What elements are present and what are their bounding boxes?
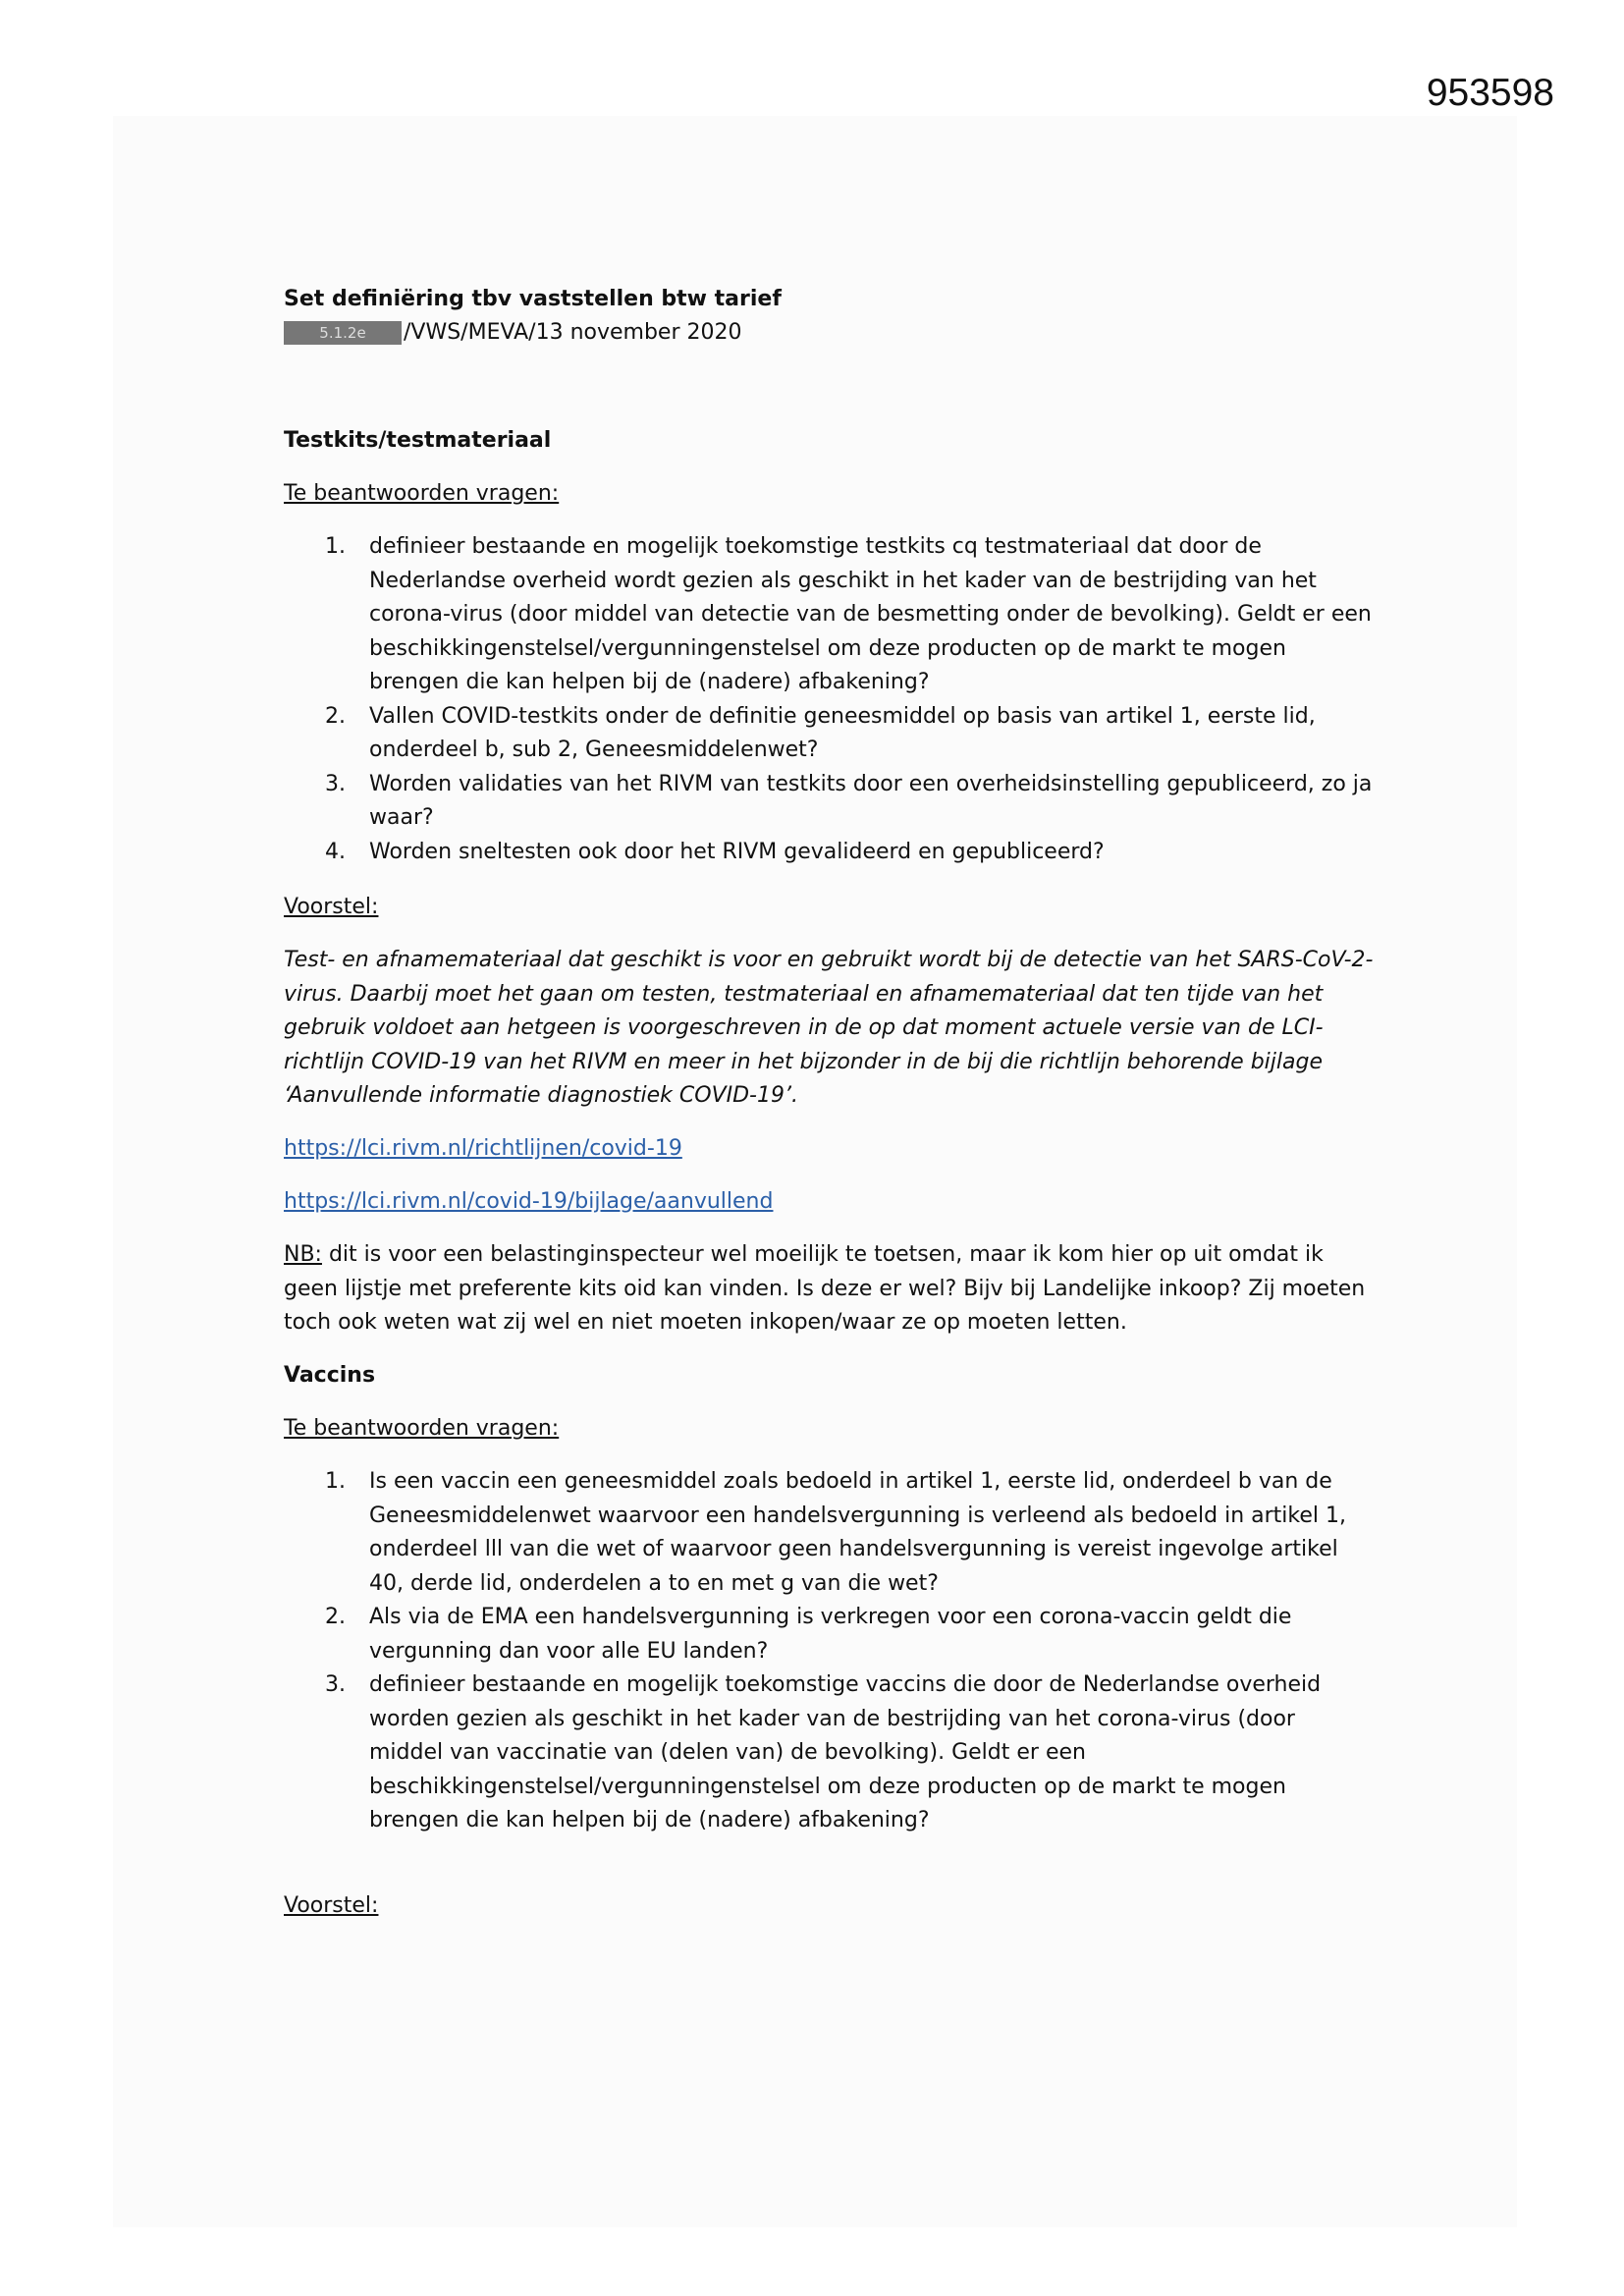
link-row-2 <box>284 1185 1374 1220</box>
link-row-1 <box>284 1132 1374 1167</box>
document-title: Set definiëring tbv vaststellen btw tarief <box>284 287 782 311</box>
list-item-text: definieer bestaande en mogelijk toekomstige testkits cq testmateriaal dat door de Nederlandse overheid wordt gezien als geschikt in het kader van de bestrijding van het corona-virus (door middel van detectie van de besmetting onder de bevolking). Geldt er een beschikkingenstelsel/vergunningenstelsel om deze producten op de markt te mogen brengen die kan helpen bij de (nadere) afbakening? <box>369 534 1372 694</box>
nb-note <box>284 1238 1374 1340</box>
list-item-text: Worden sneltesten ook door het RIVM gevalideerd en gepubliceerd? <box>369 839 1105 864</box>
rivm-guideline-link[interactable]: https://lci.rivm.nl/richtlijnen/covid-19 <box>284 1136 682 1161</box>
list-item <box>284 1668 1374 1838</box>
list-number: 3. <box>325 1672 346 1697</box>
list-item-text: definieer bestaande en mogelijk toekomstige vaccins die door de Nederlandse overheid worden gezien als geschikt in het kader van de bestrijding van het corona-virus (door middel van vaccinatie van (delen van) de bevolking). Geldt er een beschikkingenstelsel/vergunningenstelsel om deze producten op de markt te mogen brengen die kan helpen bij de (nadere) afbakening? <box>369 1672 1322 1832</box>
section-heading-testkits: Testkits/testmateriaal <box>284 428 552 453</box>
list-item <box>284 530 1374 700</box>
list-item <box>284 836 1374 870</box>
list-item-text: Als via de EMA een handelsvergunning is verkregen voor een corona-vaccin geldt die vergunning dan voor alle EU landen? <box>369 1605 1292 1664</box>
questions-label-vaccins: Te beantwoorden vragen: <box>284 1416 560 1441</box>
list-item <box>284 768 1374 836</box>
list-number: 2. <box>325 1605 346 1629</box>
reference-line <box>284 316 1374 351</box>
list-item-text: Worden validaties van het RIVM van testkits door een overheidsinstelling gepubliceerd, zo ja waar? <box>369 771 1373 830</box>
questions-label-testkits: Te beantwoorden vragen: <box>284 481 560 506</box>
list-number: 1. <box>325 534 346 559</box>
proposal-label-vaccins: Voorstel: <box>284 1893 379 1918</box>
list-item-text: Vallen COVID-testkits onder de definitie geneesmiddel op basis van artikel 1, eerste lid, onderdeel b, sub 2, Geneesmiddelenwet? <box>369 703 1316 762</box>
list-item <box>284 1601 1374 1668</box>
list-item <box>284 1465 1374 1601</box>
proposal-label-testkits: Voorstel: <box>284 895 379 919</box>
redaction-box: 5.1.2e <box>284 321 402 345</box>
list-item <box>284 700 1374 768</box>
reference-text: /VWS/MEVA/13 november 2020 <box>404 320 742 345</box>
document-number: 953598 <box>1426 72 1554 114</box>
list-number: 1. <box>325 1469 346 1494</box>
section-heading-vaccins: Vaccins <box>284 1363 376 1388</box>
questions-list-vaccins <box>284 1465 1374 1838</box>
nb-label: NB: <box>284 1242 322 1267</box>
questions-list-testkits <box>284 530 1374 869</box>
list-item-text: Is een vaccin een geneesmiddel zoals bedoeld in artikel 1, eerste lid, onderdeel b van de Geneesmiddelenwet waarvoor een handelsvergunning is verleend als bedoeld in artikel 1, onderdeel lll van die wet of waarvoor geen handelsvergunning is vereist ingevolge artikel 40, derde lid, onderdelen a to en met g van die wet? <box>369 1469 1346 1596</box>
proposal-text-testkits: Test- en afnamemateriaal dat geschikt is voor en gebruikt wordt bij de detectie van het SARS-CoV-2-virus. Daarbij moet het gaan om testen, testmateriaal en afnamemateriaal dat ten tijde van het gebruik voldoet aan hetgeen is voorgeschreven in de op dat moment actuele versie van de LCI-richtlijn COVID-19 van het RIVM en meer in het bijzonder in de bij die richtlijn behorende bijlage ‘Aanvullende informatie diagnostiek COVID-19’. <box>284 948 1374 1108</box>
nb-text: dit is voor een belastinginspecteur wel moeilijk te toetsen, maar ik kom hier op uit omdat ik geen lijstje met preferente kits oid kan vinden. Is deze er wel? Bijv bij Landelijke inkoop? Zij moeten toch ook weten wat zij wel en niet moeten inkopen/waar ze op moeten letten. <box>284 1242 1366 1335</box>
list-number: 4. <box>325 839 346 864</box>
list-number: 2. <box>325 703 346 729</box>
list-number: 3. <box>325 771 346 796</box>
rivm-appendix-link[interactable]: https://lci.rivm.nl/covid-19/bijlage/aanvullend <box>284 1189 774 1214</box>
